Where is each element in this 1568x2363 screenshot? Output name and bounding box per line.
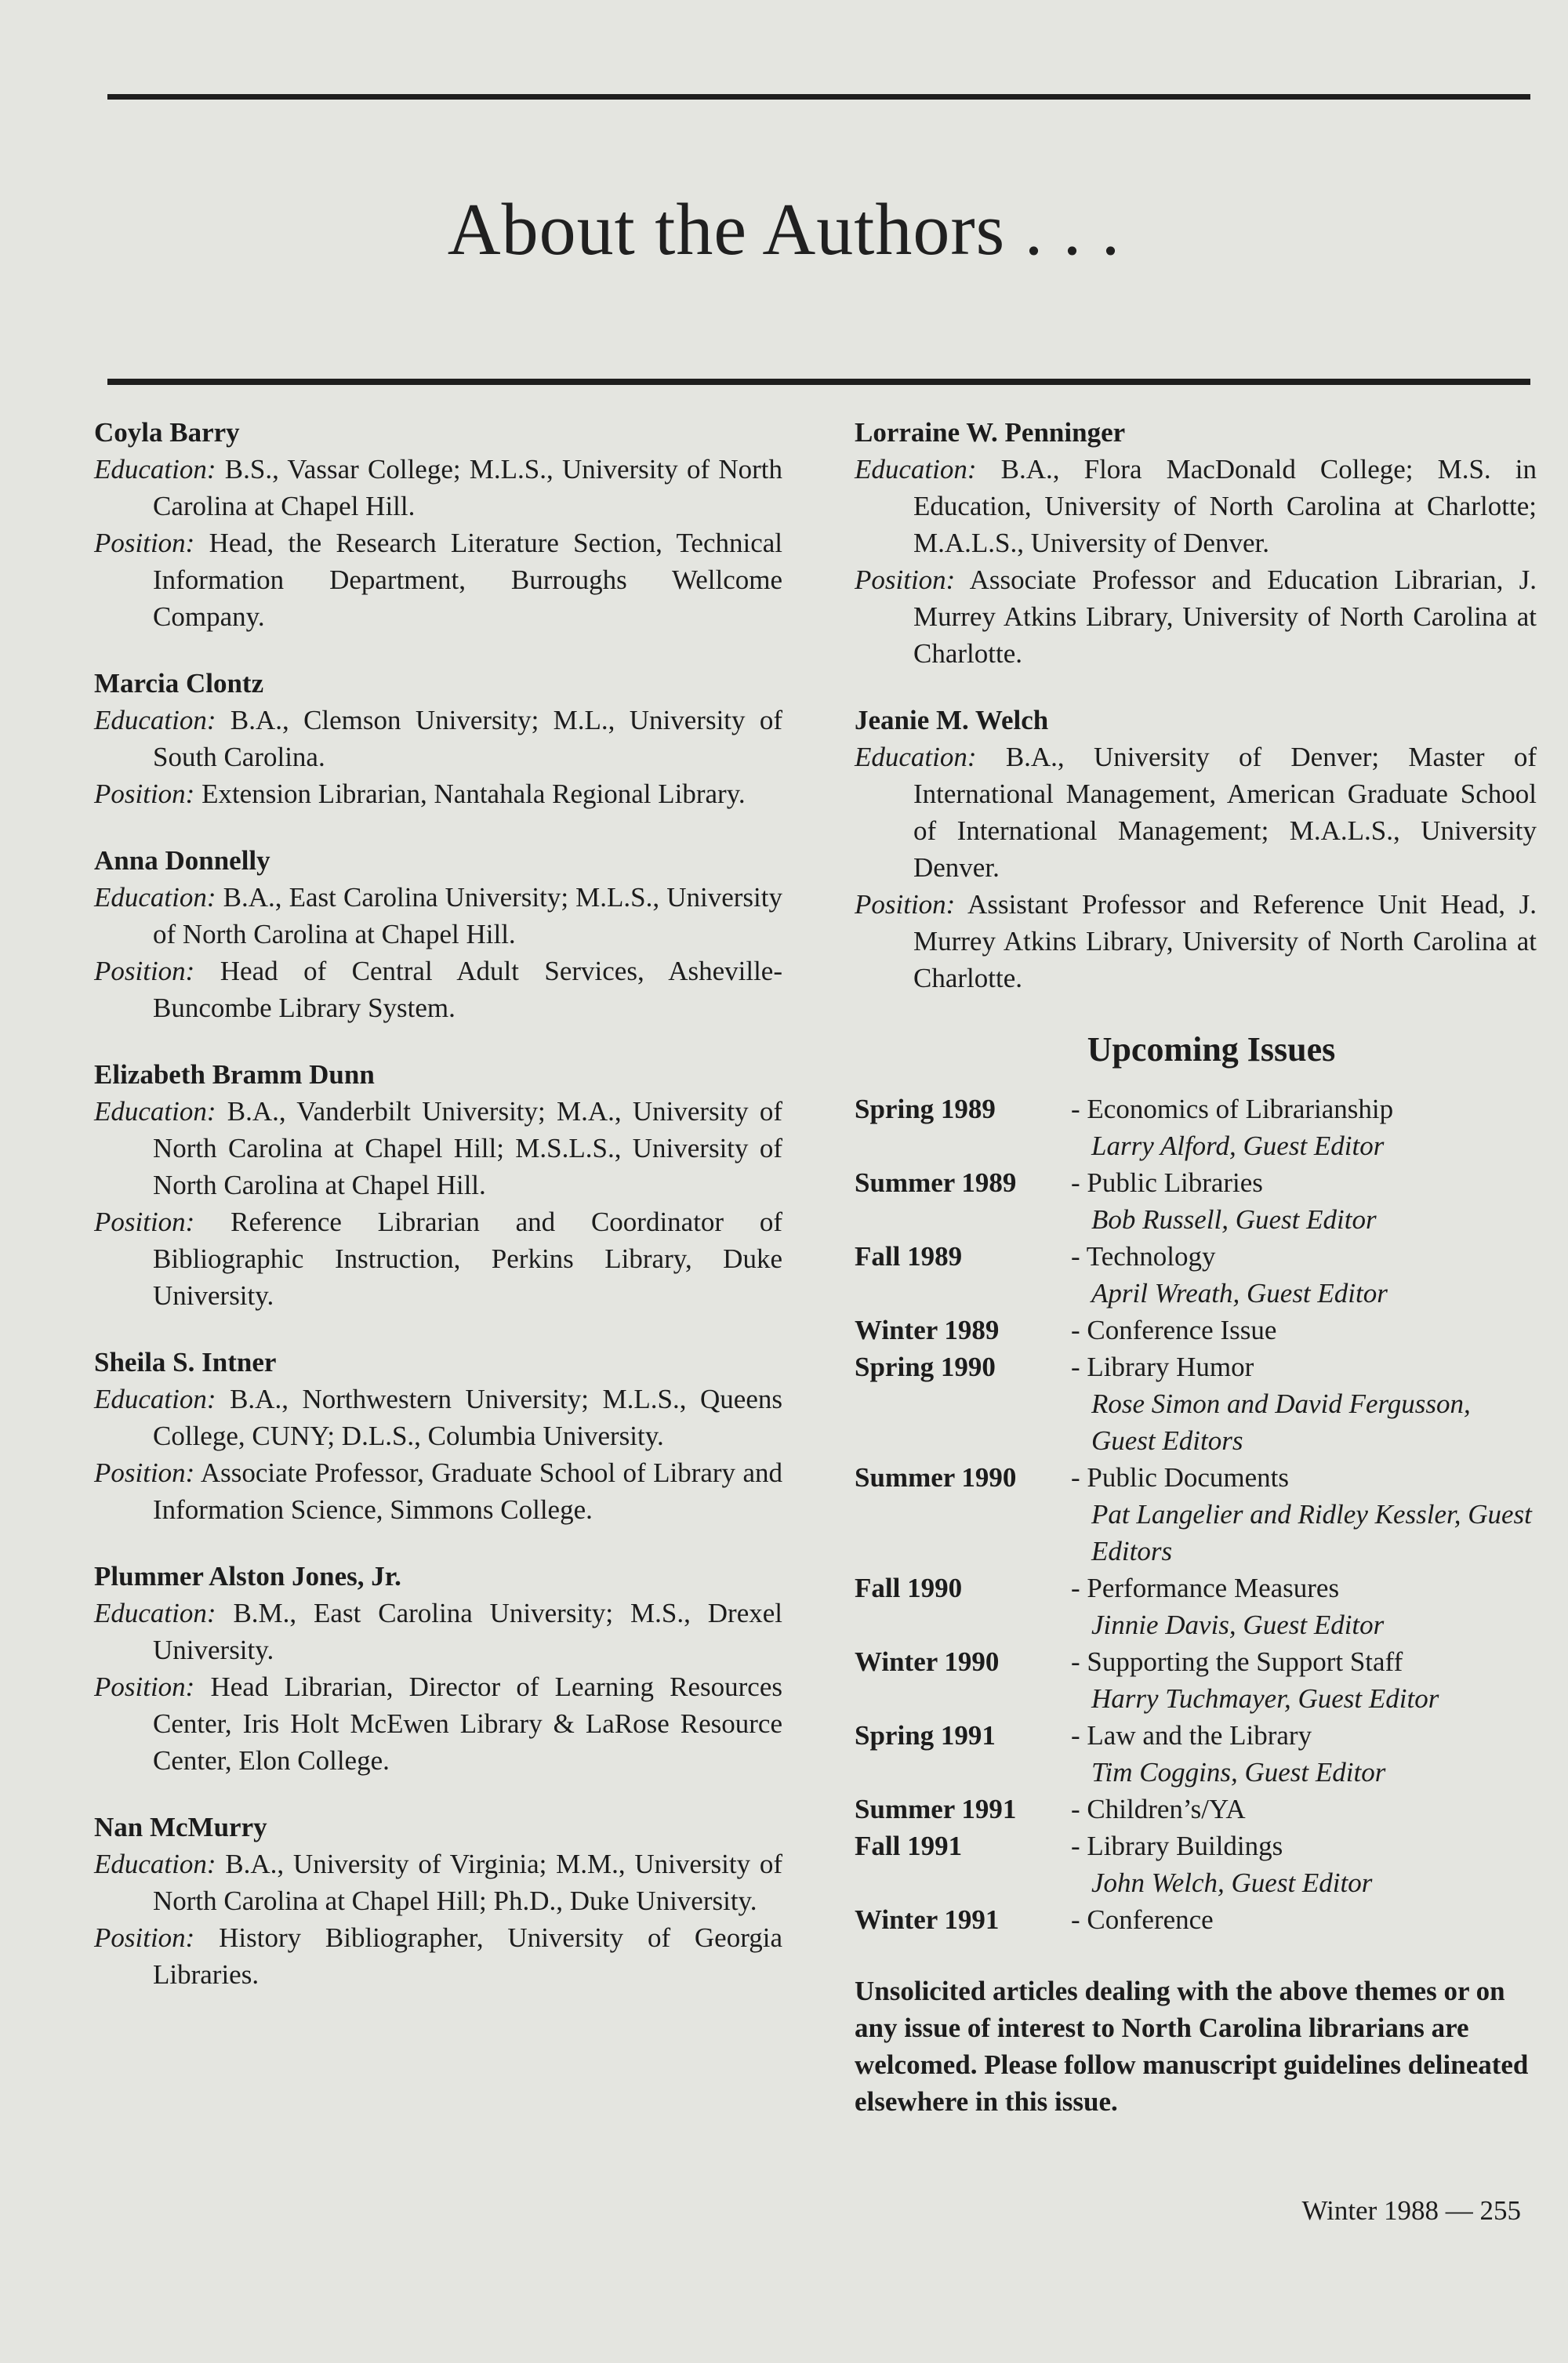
issue-editor: Rose Simon and David Fergusson, Guest Editors [1091, 1388, 1471, 1456]
issue-topic: - Economics of Librarianship [1071, 1094, 1394, 1124]
position-label: Position: [94, 1672, 195, 1702]
issue-row [855, 1828, 1537, 1901]
author-position: Position: History Bibliographer, University of Georgia Libraries. [94, 1922, 782, 1990]
education-label: Education: [94, 882, 216, 913]
author-entry [94, 1558, 782, 1779]
issue-topic: - Law and the Library [1071, 1720, 1312, 1751]
author-name: Jeanie M. Welch [855, 705, 1049, 735]
issue-topic: - Performance Measures [1071, 1573, 1340, 1603]
issue-topic: - Supporting the Support Staff [1071, 1646, 1403, 1677]
issue-topic: - Children’s/YA [1071, 1794, 1246, 1824]
author-name: Elizabeth Bramm Dunn [94, 1059, 375, 1090]
issue-row [855, 1312, 1537, 1348]
issue-editor: Harry Tuchmayer, Guest Editor [1091, 1683, 1439, 1714]
issue-season: Fall 1990 [855, 1573, 963, 1603]
right-column [855, 414, 1537, 2120]
author-education: Education: B.A., University of Virginia; M.M., University of North Carolina at Chapel Hill; Ph.D., Duke University. [94, 1849, 783, 1916]
top-rule [107, 94, 1530, 100]
education-label: Education: [94, 1096, 216, 1127]
author-name: Coyla Barry [94, 417, 240, 448]
education-label: Education: [855, 454, 977, 485]
issue-season: Spring 1989 [855, 1094, 996, 1124]
education-label: Education: [855, 742, 977, 772]
issue-editor: Jinnie Davis, Guest Editor [1091, 1610, 1385, 1640]
issue-season: Winter 1991 [855, 1904, 1000, 1935]
author-name: Anna Donnelly [94, 845, 270, 876]
issue-season: Summer 1990 [855, 1462, 1017, 1493]
left-column [94, 414, 782, 2023]
education-label: Education: [94, 1384, 216, 1414]
issue-row [855, 1348, 1537, 1459]
author-education: Education: B.A., University of Denver; Master of International Management, American Graduate School of International Management; M.A.L.S., University Denver. [855, 742, 1537, 883]
position-label: Position: [94, 528, 195, 558]
author-education: Education: B.M., East Carolina University; M.S., Drexel University. [94, 1598, 782, 1665]
author-name: Nan McMurry [94, 1812, 267, 1842]
issue-season: Winter 1990 [855, 1646, 1000, 1677]
issue-topic: - Conference [1071, 1904, 1214, 1935]
author-entry [94, 1809, 782, 1993]
author-entry [94, 665, 782, 812]
author-entry [94, 842, 782, 1026]
author-entry [94, 1344, 782, 1528]
author-education: Education: B.A., East Carolina University; M.L.S., University of North Carolina at Chapel Hill. [94, 882, 783, 949]
author-entry [855, 702, 1537, 996]
issue-editor: Larry Alford, Guest Editor [1091, 1131, 1385, 1161]
issue-editor: Tim Coggins, Guest Editor [1091, 1757, 1386, 1788]
issue-editor: John Welch, Guest Editor [1091, 1868, 1373, 1898]
author-position: Position: Head of Central Adult Services, Asheville-Buncombe Library System. [94, 956, 783, 1023]
author-education: Education: B.A., Vanderbilt University; M.A., University of North Carolina at Chapel Hill; M.S.L.S., University of North Carolina at Chapel Hill. [94, 1096, 782, 1200]
position-label: Position: [855, 889, 956, 920]
issue-editor: Pat Langelier and Ridley Kessler, Guest Editors [1091, 1499, 1532, 1566]
issue-topic: - Technology [1071, 1241, 1216, 1272]
position-label: Position: [94, 956, 195, 986]
issue-row [855, 1570, 1537, 1643]
author-education: Education: B.A., Northwestern University; M.L.S., Queens College, CUNY; D.L.S., Columbia University. [94, 1384, 783, 1451]
author-entry [855, 414, 1537, 672]
author-education: Education: B.A., Clemson University; M.L., University of South Carolina. [94, 705, 783, 772]
education-label: Education: [94, 1849, 216, 1879]
author-entry [94, 1056, 782, 1314]
author-name: Plummer Alston Jones, Jr. [94, 1561, 401, 1592]
issue-row [855, 1164, 1537, 1238]
issue-topic: - Library Humor [1071, 1352, 1254, 1382]
position-label: Position: [94, 1207, 195, 1237]
issue-row [855, 1901, 1537, 1938]
author-name: Lorraine W. Penninger [855, 417, 1126, 448]
upcoming-issues-list [855, 1091, 1537, 1938]
issue-row [855, 1459, 1537, 1570]
issue-season: Fall 1989 [855, 1241, 963, 1272]
title-bottom-rule [107, 379, 1530, 385]
issue-row [855, 1791, 1537, 1828]
author-position: Position: Associate Professor, Graduate School of Library and Information Science, Simmons College. [94, 1457, 782, 1525]
issue-season: Summer 1989 [855, 1167, 1017, 1198]
author-position: Position: Associate Professor and Education Librarian, J. Murrey Atkins Library, University of North Carolina at Charlotte. [855, 564, 1537, 669]
author-position: Position: Reference Librarian and Coordinator of Bibliographic Instruction, Perkins Library, Duke University. [94, 1207, 782, 1311]
author-position: Position: Head, the Research Literature Section, Technical Information Department, Burroughs Wellcome Company. [94, 528, 783, 632]
issue-season: Summer 1991 [855, 1794, 1017, 1824]
page-title: About the Authors . . . [447, 189, 1121, 270]
issue-season: Winter 1989 [855, 1315, 1000, 1345]
author-name: Sheila S. Intner [94, 1347, 277, 1378]
author-name: Marcia Clontz [94, 668, 264, 699]
issue-editor: April Wreath, Guest Editor [1091, 1278, 1388, 1309]
author-education: Education: B.A., Flora MacDonald College; M.S. in Education, University of North Carolina at Charlotte; M.A.L.S., University of Denver. [855, 454, 1537, 558]
issue-season: Fall 1991 [855, 1831, 963, 1861]
upcoming-issues-heading: Upcoming Issues [1087, 1030, 1336, 1069]
position-label: Position: [94, 779, 195, 809]
author-position: Position: Extension Librarian, Nantahala Regional Library. [94, 779, 746, 809]
education-label: Education: [94, 705, 216, 735]
issue-topic: - Conference Issue [1071, 1315, 1277, 1345]
issue-editor: Bob Russell, Guest Editor [1091, 1204, 1377, 1235]
position-label: Position: [855, 564, 956, 595]
issue-row [855, 1238, 1537, 1312]
issue-topic: - Public Libraries [1071, 1167, 1263, 1198]
position-label: Position: [94, 1922, 195, 1953]
issue-season: Spring 1990 [855, 1352, 996, 1382]
author-position: Position: Assistant Professor and Reference Unit Head, J. Murrey Atkins Library, University of North Carolina at Charlotte. [855, 889, 1537, 993]
issue-topic: - Library Buildings [1071, 1831, 1283, 1861]
submission-notice: Unsolicited articles dealing with the above themes or on any issue of interest to North Carolina librarians are welcomed. Please follow manuscript guidelines delineated elsewhere in this issue. [855, 1976, 1529, 2117]
issue-row [855, 1643, 1537, 1717]
page-folio: Winter 1988 — 255 [1301, 2195, 1521, 2226]
position-label: Position: [94, 1457, 195, 1488]
author-education: Education: B.S., Vassar College; M.L.S., University of North Carolina at Chapel Hill. [94, 454, 783, 521]
education-label: Education: [94, 454, 216, 485]
issue-season: Spring 1991 [855, 1720, 996, 1751]
author-position: Position: Head Librarian, Director of Learning Resources Center, Iris Holt McEwen Library & LaRose Resource Center, Elon College. [94, 1672, 782, 1776]
issue-topic: - Public Documents [1071, 1462, 1290, 1493]
issue-row [855, 1091, 1537, 1164]
issue-row [855, 1717, 1537, 1791]
author-entry [94, 414, 782, 635]
education-label: Education: [94, 1598, 216, 1628]
